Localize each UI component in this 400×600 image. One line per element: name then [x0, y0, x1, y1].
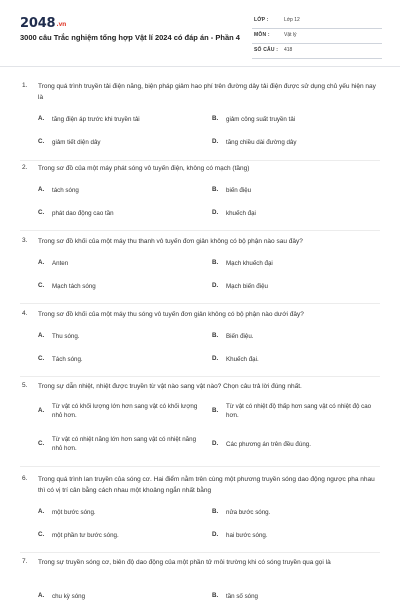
- document-title: 3000 câu Trắc nghiệm tổng hợp Vật lí 2024 có đáp án - Phần 4: [20, 33, 240, 42]
- site-logo[interactable]: 2048.vn: [20, 16, 67, 31]
- question-divider: [20, 466, 380, 467]
- question-divider: [20, 230, 380, 231]
- question-divider: [20, 552, 380, 553]
- header-divider: [0, 66, 400, 67]
- document-meta: [252, 14, 382, 59]
- question-divider: [20, 160, 380, 161]
- meta-subject: MÔN : Vật lý: [252, 29, 382, 44]
- meta-question-count: SỐ CÂU : 418: [252, 44, 382, 59]
- question-divider: [20, 303, 380, 304]
- question-divider: [20, 376, 380, 377]
- document-header: [0, 0, 400, 66]
- meta-class: LỚP : Lớp 12: [252, 14, 382, 29]
